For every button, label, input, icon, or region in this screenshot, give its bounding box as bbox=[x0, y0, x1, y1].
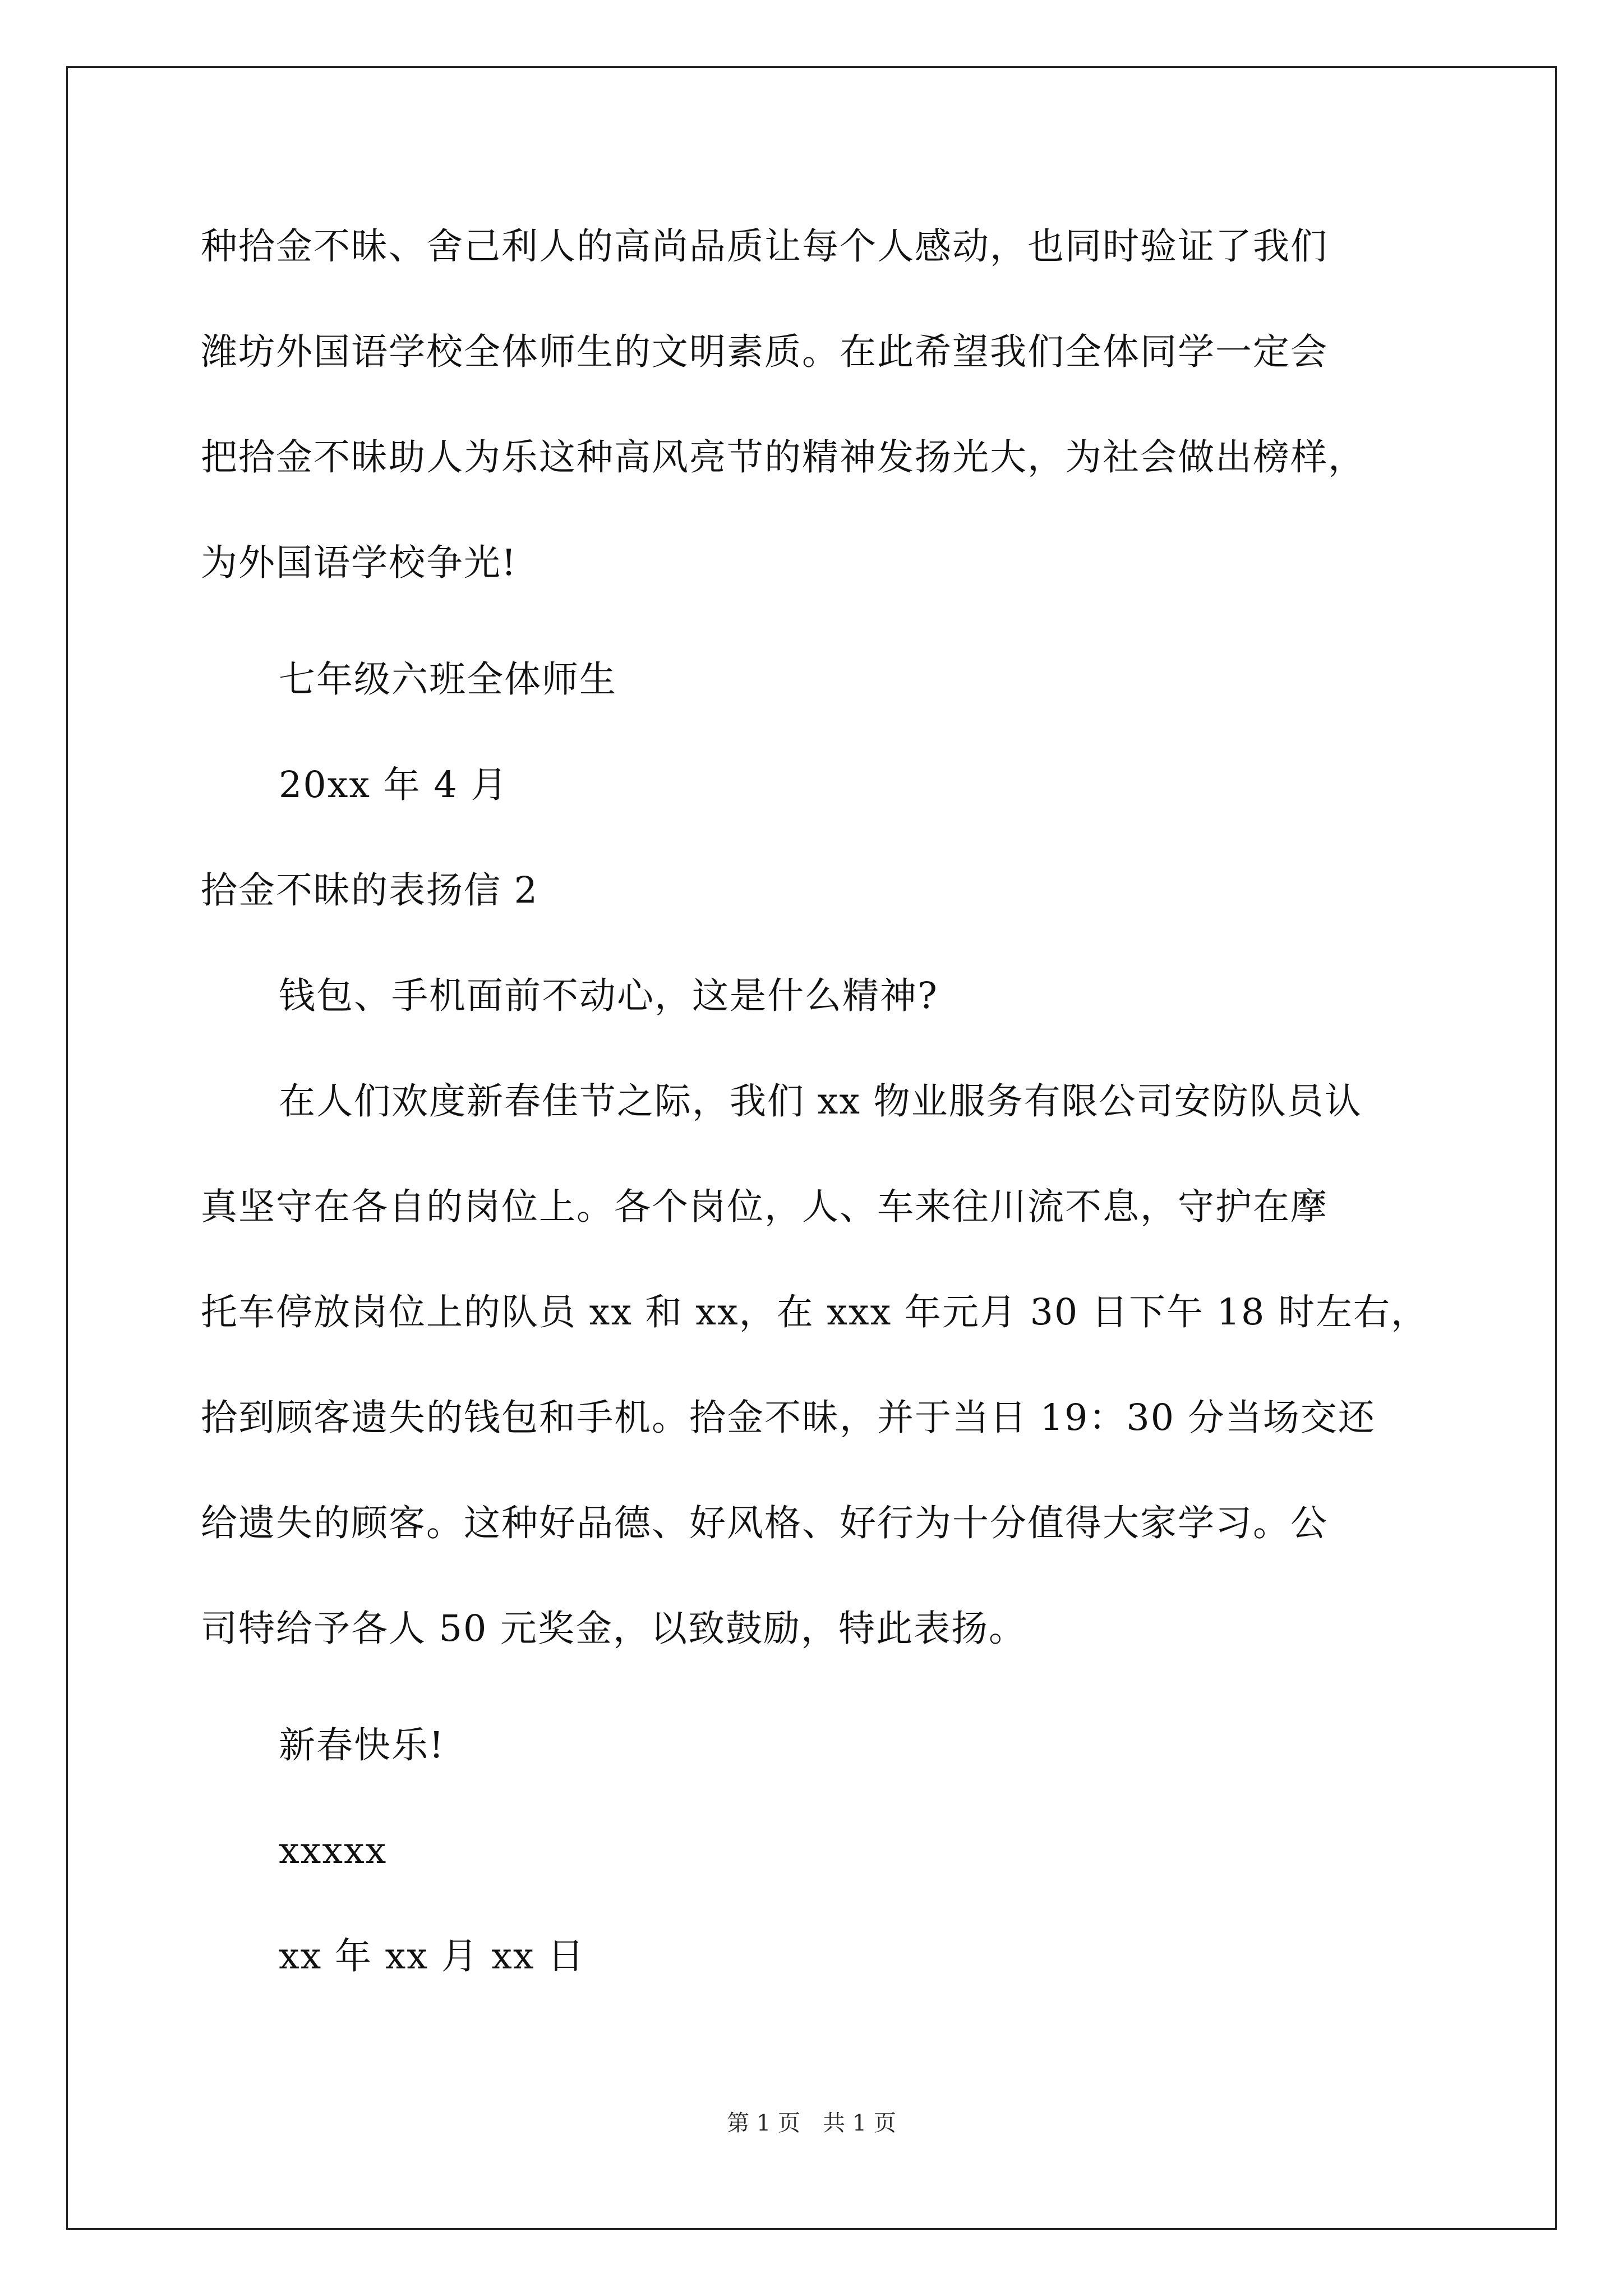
paragraph1-line1: 种拾金不昧、舍己利人的高尚品质让每个人感动，也同时验证了我们 bbox=[201, 226, 1329, 268]
paragraph2-line3: 托车停放岗位上的队员 xx 和 xx，在 xxx 年元月 30 日下午 18 时左右， bbox=[201, 1291, 1428, 1333]
signature-company: xxxxx bbox=[279, 1830, 388, 1872]
paragraph2-line6: 司特给予各人 50 元奖金，以致鼓励，特此表扬。 bbox=[201, 1608, 1027, 1650]
paragraph2-line4: 拾到顾客遗失的钱包和手机。拾金不昧，并于当日 19：30 分当场交还 bbox=[201, 1397, 1376, 1439]
question-line: 钱包、手机面前不动心，这是什么精神? bbox=[279, 975, 938, 1017]
paragraph2-line5: 给遗失的顾客。这种好品德、好风格、好行为十分值得大家学习。公 bbox=[201, 1502, 1329, 1544]
signature-class: 七年级六班全体师生 bbox=[279, 659, 617, 701]
section-heading: 拾金不昧的表扬信 2 bbox=[201, 869, 539, 912]
page-number-total: 共 1 页 bbox=[823, 2110, 896, 2136]
paragraph2-line1: 在人们欢度新春佳节之际，我们 xx 物业服务有限公司安防队员认 bbox=[279, 1080, 1362, 1122]
paragraph1-line4: 为外国语学校争光! bbox=[201, 542, 518, 584]
date-line-2: xx 年 xx 月 xx 日 bbox=[279, 1935, 585, 1977]
greeting-line: 新春快乐! bbox=[279, 1724, 445, 1766]
page-frame bbox=[66, 66, 1557, 2230]
paragraph1-line3: 把拾金不昧助人为乐这种高风亮节的精神发扬光大，为社会做出榜样， bbox=[201, 436, 1366, 478]
page-number-current: 第 1 页 bbox=[727, 2110, 800, 2136]
date-line-1: 20xx 年 4 月 bbox=[279, 764, 509, 806]
page-footer bbox=[0, 2109, 1623, 2137]
paragraph2-line2: 真坚守在各自的岗位上。各个岗位，人、车来往川流不息，守护在摩 bbox=[201, 1186, 1329, 1228]
paragraph1-line2: 潍坊外国语学校全体师生的文明素质。在此希望我们全体同学一定会 bbox=[201, 331, 1329, 373]
